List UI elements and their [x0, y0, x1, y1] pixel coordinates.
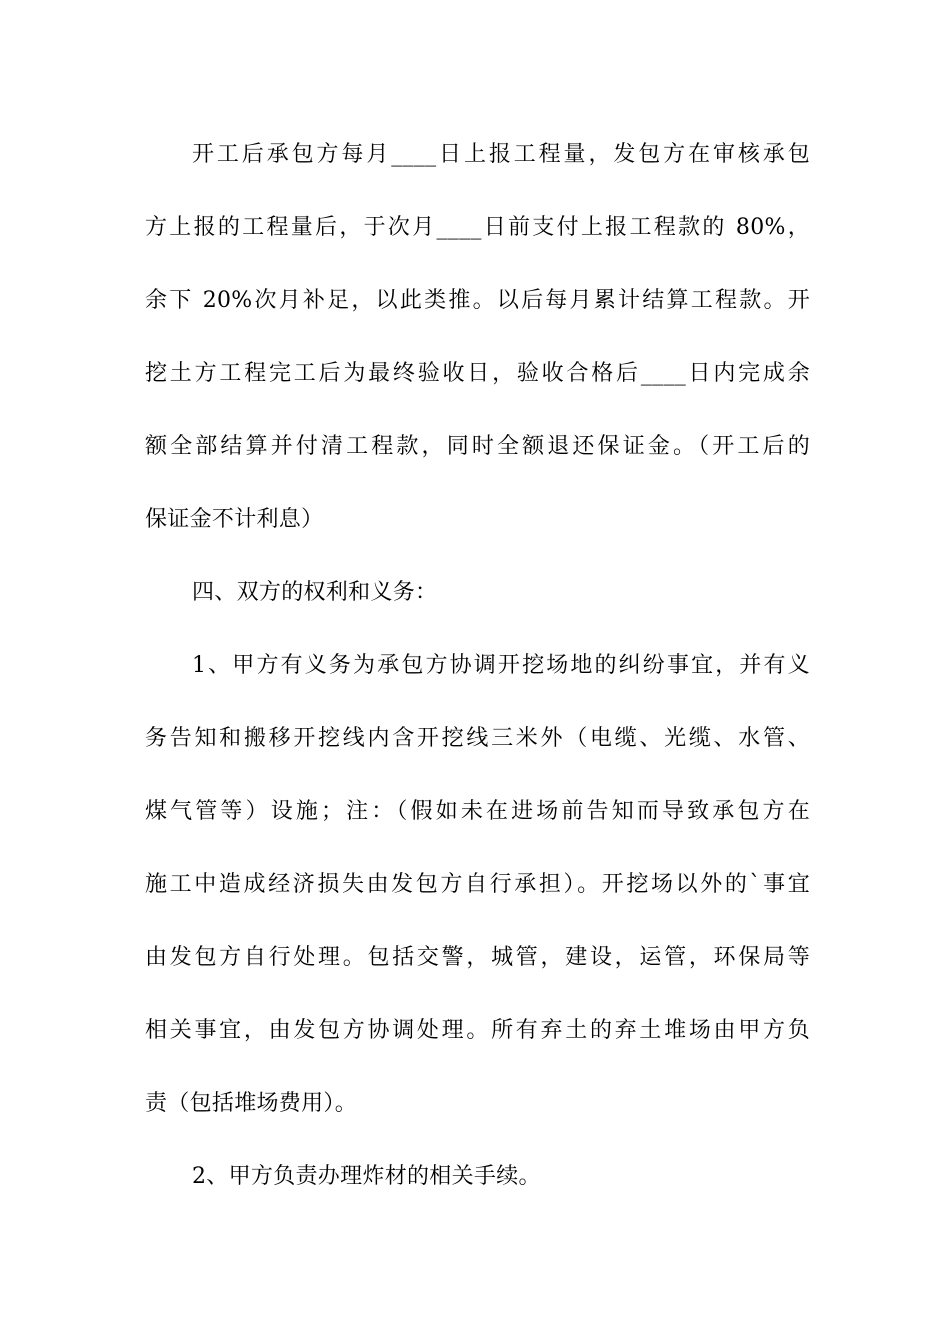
paragraph-line: 煤气管等）设施；注：（假如未在进场前告知而导致承包方在: [145, 799, 810, 824]
paragraph-line: 开工后承包方每月____日上报工程量，发包方在审核承包: [192, 142, 810, 167]
paragraph-line: 2、甲方负责办理炸材的相关手续。: [192, 1164, 541, 1189]
paragraph-line: 施工中造成经济损失由发包方自行承担）。开挖场以外的`事宜: [145, 872, 810, 897]
paragraph-line: 务告知和搬移开挖线内含开挖线三米外（电缆、光缆、水管、: [145, 726, 810, 751]
paragraph-line: 保证金不计利息）: [145, 507, 324, 532]
paragraph-line: 额全部结算并付清工程款，同时全额退还保证金。（开工后的: [145, 434, 810, 459]
paragraph-line: 1、甲方有义务为承包方协调开挖场地的纠纷事宜，并有义: [192, 653, 810, 678]
paragraph-line: 挖土方工程完工后为最终验收日，验收合格后____日内完成余: [145, 361, 810, 386]
paragraph-line: 方上报的工程量后，于次月____日前支付上报工程款的 80%，: [145, 215, 810, 240]
paragraph-line: 责（包括堆场费用）。: [145, 1091, 358, 1116]
section-heading: 四、双方的权利和义务：: [192, 580, 438, 605]
paragraph-line: 余下 20%次月补足，以此类推。以后每月累计结算工程款。开: [145, 288, 810, 313]
paragraph-line: 相关事宜，由发包方协调处理。所有弃土的弃土堆场由甲方负: [145, 1018, 810, 1043]
paragraph-line: 由发包方自行处理。包括交警，城管，建设，运管，环保局等: [145, 945, 810, 970]
